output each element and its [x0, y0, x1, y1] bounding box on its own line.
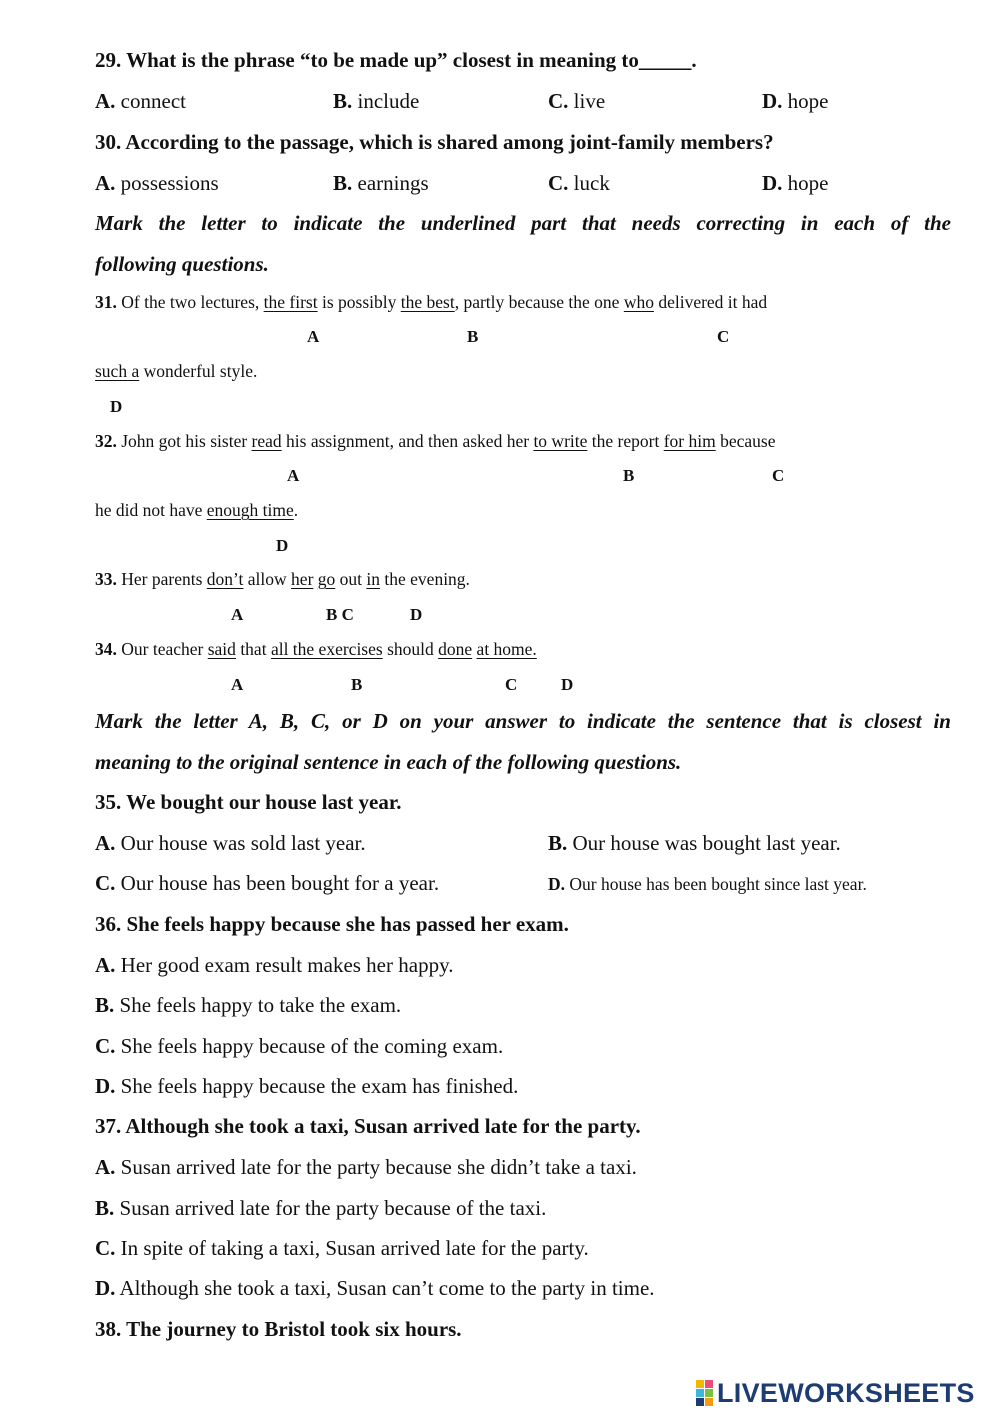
q37-option-b[interactable]: B. Susan arrived late for the party because of the taxi. — [95, 1196, 547, 1220]
q34-underline-d[interactable]: at home. — [476, 639, 537, 659]
q35-option-b[interactable]: B. Our house was bought last year. — [548, 831, 841, 855]
q37-option-a[interactable]: A. Susan arrived late for the party because she didn’t take a taxi. — [95, 1155, 637, 1179]
q31-label-d: D — [110, 397, 123, 416]
liveworksheets-logo[interactable] — [696, 1376, 975, 1410]
q36-option-a[interactable]: A. Her good exam result makes her happy. — [95, 953, 454, 977]
q33-underline-d[interactable]: in — [366, 569, 381, 589]
liveworksheets-logo-text: LIVEWORKSHEETS — [717, 1377, 975, 1408]
q32-label-b: B — [623, 466, 635, 485]
q36-option-c[interactable]: C. She feels happy because of the coming exam. — [95, 1034, 504, 1058]
q34-label-d: D — [561, 675, 574, 694]
instruction-error-identification-line2: following questions. — [95, 252, 269, 276]
q34-label-b: B — [351, 675, 363, 694]
q35-option-c[interactable]: C. Our house has been bought for a year. — [95, 871, 440, 895]
question-29-stem: 29. What is the phrase “to be made up” closest in meaning to_____. — [95, 48, 697, 72]
question-32-line1: 32. John got his sister read his assignment, and then asked her to write the report for him because — [95, 431, 776, 451]
question-32-line2: he did not have enough time. — [95, 500, 299, 520]
q33-underline-a[interactable]: don’t — [206, 569, 244, 589]
q33-label-d: D — [410, 605, 423, 624]
q30-option-b[interactable]: B. earnings — [333, 171, 429, 195]
q32-underline-d[interactable]: enough time — [206, 500, 294, 520]
q33-label-bc: B C — [326, 605, 354, 624]
q31-underline-a[interactable]: the first — [263, 292, 318, 312]
q34-label-c: C — [505, 675, 518, 694]
q32-label-c: C — [772, 466, 785, 485]
q37-option-c[interactable]: C. In spite of taking a taxi, Susan arrived late for the party. — [95, 1236, 589, 1260]
q33-underline-c[interactable]: go — [317, 569, 336, 589]
q36-option-d[interactable]: D. She feels happy because the exam has finished. — [95, 1074, 519, 1098]
q31-label-a: A — [307, 327, 320, 346]
q32-underline-a[interactable]: read — [251, 431, 282, 451]
q32-underline-c[interactable]: for him — [663, 431, 716, 451]
q30-option-c[interactable]: C. luck — [548, 171, 610, 195]
q31-underline-b[interactable]: the best — [400, 292, 455, 312]
instruction-sentence-meaning-line1: Mark the letter A, B, C, or D on your answer to indicate the sentence that is closest in — [95, 709, 951, 733]
liveworksheets-logo-icon — [696, 1380, 713, 1406]
question-38-stem: 38. The journey to Bristol took six hours. — [95, 1317, 462, 1341]
q36-option-b[interactable]: B. She feels happy to take the exam. — [95, 993, 402, 1017]
instruction-sentence-meaning-line2: meaning to the original sentence in each of the following questions. — [95, 750, 682, 774]
q35-option-d[interactable]: D. Our house has been bought since last year. — [548, 874, 867, 894]
question-30-stem: 30. According to the passage, which is shared among joint-family members? — [95, 130, 774, 154]
q29-option-a[interactable]: A. connect — [95, 89, 186, 113]
q31-underline-d[interactable]: such a — [95, 361, 140, 381]
question-35-stem: 35. We bought our house last year. — [95, 790, 402, 814]
q30-option-d[interactable]: D. hope — [762, 171, 829, 195]
instruction-error-identification-line1: Mark the letter to indicate the underlined part that needs correcting in each of the — [95, 211, 951, 235]
q35-option-a[interactable]: A. Our house was sold last year. — [95, 831, 366, 855]
q29-option-d[interactable]: D. hope — [762, 89, 829, 113]
question-36-stem: 36. She feels happy because she has passed her exam. — [95, 912, 569, 936]
q30-option-a[interactable]: A. possessions — [95, 171, 219, 195]
question-31-line1: 31. Of the two lectures, the first is possibly the best, partly because the one who delivered it had — [95, 292, 768, 312]
question-31-line2: such a wonderful style. — [95, 361, 258, 381]
q33-label-a: A — [231, 605, 244, 624]
question-33-line: 33. Her parents don’t allow her go out in the evening. — [95, 569, 470, 589]
q32-underline-b[interactable]: to write — [533, 431, 588, 451]
q29-option-b[interactable]: B. include — [333, 89, 420, 113]
q37-option-d[interactable]: D. Although she took a taxi, Susan can’t come to the party in time. — [95, 1276, 655, 1300]
q31-label-b: B — [467, 327, 479, 346]
q34-underline-c[interactable]: done — [438, 639, 473, 659]
q34-underline-b[interactable]: all the exercises — [270, 639, 383, 659]
q34-label-a: A — [231, 675, 244, 694]
q31-underline-c[interactable]: who — [623, 292, 654, 312]
q32-label-d: D — [276, 536, 289, 555]
q31-label-c: C — [717, 327, 730, 346]
q34-underline-a[interactable]: said — [207, 639, 236, 659]
q29-option-c[interactable]: C. live — [548, 89, 606, 113]
question-34-line: 34. Our teacher said that all the exercises should done at home. — [95, 639, 537, 659]
question-37-stem: 37. Although she took a taxi, Susan arrived late for the party. — [95, 1114, 641, 1138]
q32-label-a: A — [287, 466, 300, 485]
q33-underline-b[interactable]: her — [291, 569, 314, 589]
